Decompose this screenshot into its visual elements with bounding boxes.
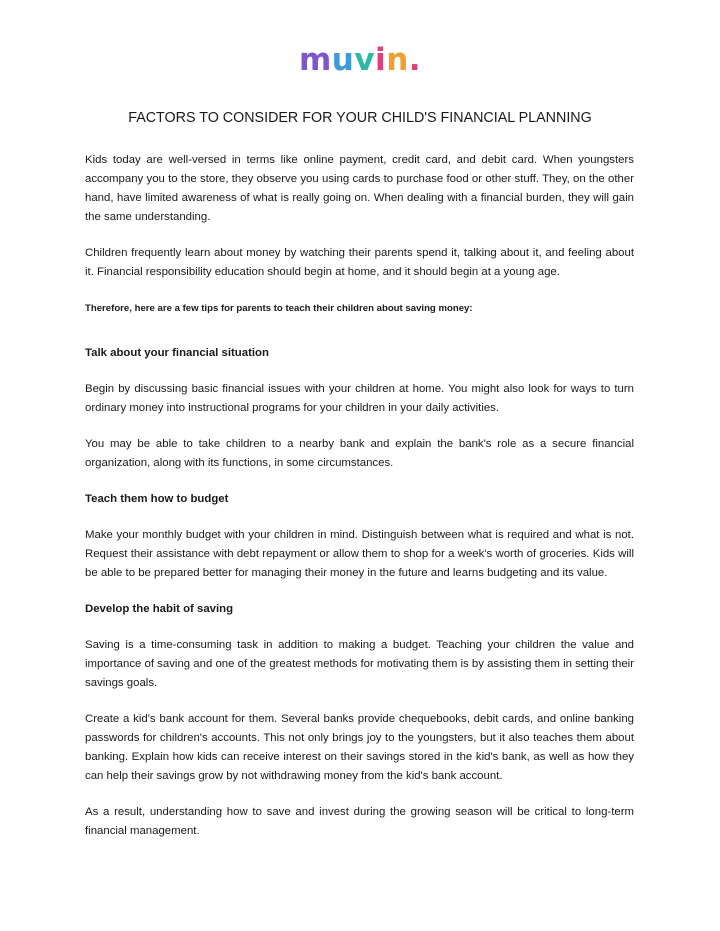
section-1-paragraph-2: You may be able to take children to a nearby bank and explain the bank's role as a secure financial organization, along with its functions, in some circumstances. (85, 438, 634, 469)
logo-letter-i: i (375, 42, 387, 78)
tips-lead-text: Therefore, here are a few tips for parents to teach their children about saving money: (85, 303, 473, 314)
intro-paragraph-1: Kids today are well-versed in terms like online payment, credit card, and debit card. When youngsters accompany you to the store, they observe you using cards to purchase food or other stuff. They, on the other hand, have limited awareness of what is really going on. When dealing with a financial burden, they will gain the same understanding. (85, 154, 634, 223)
section-1-paragraph-1: Begin by discussing basic financial issues with your children at home. You might also look for ways to turn ordinary money into instructional programs for your children in your daily activities. (85, 383, 634, 414)
section-heading-saving: Develop the habit of saving (85, 603, 234, 615)
document-title: FACTORS TO CONSIDER FOR YOUR CHILD'S FINANCIAL PLANNING (128, 110, 592, 126)
section-2-paragraph-1: Make your monthly budget with your children in mind. Distinguish between what is required and what is not. Request their assistance with debt repayment or allow them to shop for a week's worth of groceries. Kids will be able to be prepared better for managing their money in the future and learns budgeting and its value. (85, 529, 634, 579)
brand-logo (0, 42, 720, 78)
section-3-paragraph-3: As a result, understanding how to save and invest during the growing season will be critical to long-term financial management. (85, 806, 634, 837)
section-heading-financial-situation: Talk about your financial situation (85, 347, 269, 359)
logo-letter-v: v (354, 42, 376, 78)
logo-dot: . (408, 42, 422, 78)
section-3-paragraph-1: Saving is a time-consuming task in addition to making a budget. Teaching your children the value and importance of saving and one of the greatest methods for motivating them is by assisting them in setting their savings goals. (85, 639, 634, 689)
logo-letter-m: m (298, 42, 332, 78)
intro-paragraph-2: Children frequently learn about money by watching their parents spend it, talking about it, and feeling about it. Financial responsibility education should begin at home, and it should begin at a young age. (85, 247, 634, 278)
section-heading-budget: Teach them how to budget (85, 493, 229, 505)
logo-letter-u: u (331, 42, 355, 78)
document-body (85, 151, 634, 858)
logo-letter-n: n (386, 42, 409, 78)
section-3-paragraph-2: Create a kid's bank account for them. Several banks provide chequebooks, debit cards, and online banking passwords for children's accounts. This not only brings joy to the youngsters, but it also teaches them about banking. Explain how kids can receive interest on their savings stored in the kid's bank, as well as how they can help their savings grow by not withdrawing money from the kid's bank account. (85, 713, 634, 782)
